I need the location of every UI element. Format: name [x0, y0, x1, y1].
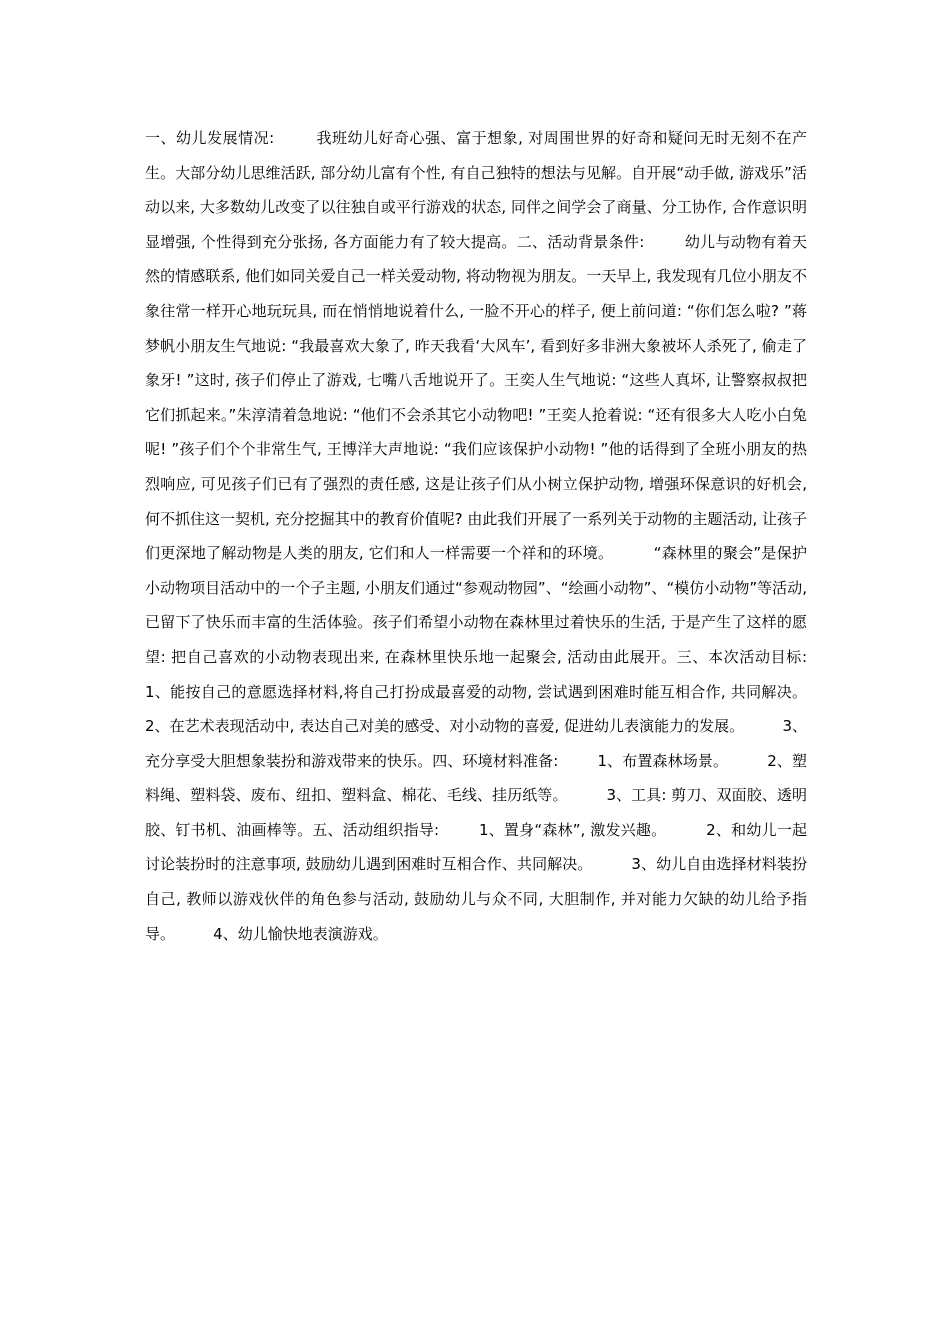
document-body-text: 一、幼儿发展情况: 我班幼儿好奇心强、富于想象, 对周围世界的好奇和疑问无时无刻不在产生。大部分幼儿思维活跃, 部分幼儿富有个性, 有自己独特的想法与见解。自开展“动手做, 游戏乐”活动以来, 大多数幼儿改变了以往独自或平行游戏的状态, 同伴之间学会了商量、分工协作, 合作意识明显增强, 个性得到充分张扬, 各方面能力有了较大提高。二、活动背景条件: 幼儿与动物有着天然的情感联系, 他们如同关爱自己一样关爱动物, 将动物视为朋友。一天早上, 我发现有几位小朋友不象往常一样开心地玩玩具, 而在悄悄地说着什么, 一脸不开心的样子, 便上前问道: “你们怎么啦? ”蒋梦帆小朋友生气地说: “我最喜欢大象了, 昨天我看‘大风车’, 看到好多非洲大象被坏人杀死了, 偷走了象牙! ”这时, 孩子们停止了游戏, 七嘴八舌地说开了。王奕人生气地说: “这些人真坏, 让警察叔叔把它们抓起来。”朱淳清着急地说: “他们不会杀其它小动物吧! ”王奕人抢着说: “还有很多大人吃小白兔呢! ”孩子们个个非常生气, 王博洋大声地说: “我们应该保护小动物! ”他的话得到了全班小朋友的热烈响应, 可见孩子们已有了强烈的责任感, 这是让孩子们从小树立保护动物, 增强环保意识的好机会, 何不抓住这一契机, 充分挖掘其中的教育价值呢? 由此我们开展了一系列关于动物的主题活动, 让孩子们更深地了解动物是人类的朋友, 它们和人一样需要一个祥和的环境。 “森林里的聚会”是保护小动物项目活动中的一个子主题, 小朋友们通过“参观动物园”、“绘画小动物”、“模仿小动物”等活动, 已留下了快乐而丰富的生活体验。孩子们希望小动物在森林里过着快乐的生活, 于是产生了这样的愿望: 把自己喜欢的小动物表现出来, 在森林里快乐地一起聚会, 活动由此展开。三、本次活动目标: 1、能按自己的意愿选择材料,将自己打扮成最喜爱的动物, 尝试遇到困难时能互相合作, 共同解决。 2、在艺术表现活动中, 表达自己对美的感受、对小动物的喜爱, 促进幼儿表演能力的发展。 3、充分享受大胆想象装扮和游戏带来的快乐。四、环境材料准备: 1、布置森林场景。 2、塑料绳、塑料袋、废布、纽扣、塑料盒、棉花、毛线、挂历纸等。 3、工具: 剪刀、双面胶、透明胶、钉书机、油画棒等。五、活动组织指导: 1、置身“森林”, 激发兴趣。 2、和幼儿一起讨论装扮时的注意事项, 鼓励幼儿遇到困难时互相合作、共同解决。 3、幼儿自由选择材料装扮自己, 教师以游戏伙伴的角色参与活动, 鼓励幼儿与众不同, 大胆制作, 并对能力欠缺的幼儿给予指导。 4、幼儿愉快地表演游戏。 — [145, 129, 846, 943]
